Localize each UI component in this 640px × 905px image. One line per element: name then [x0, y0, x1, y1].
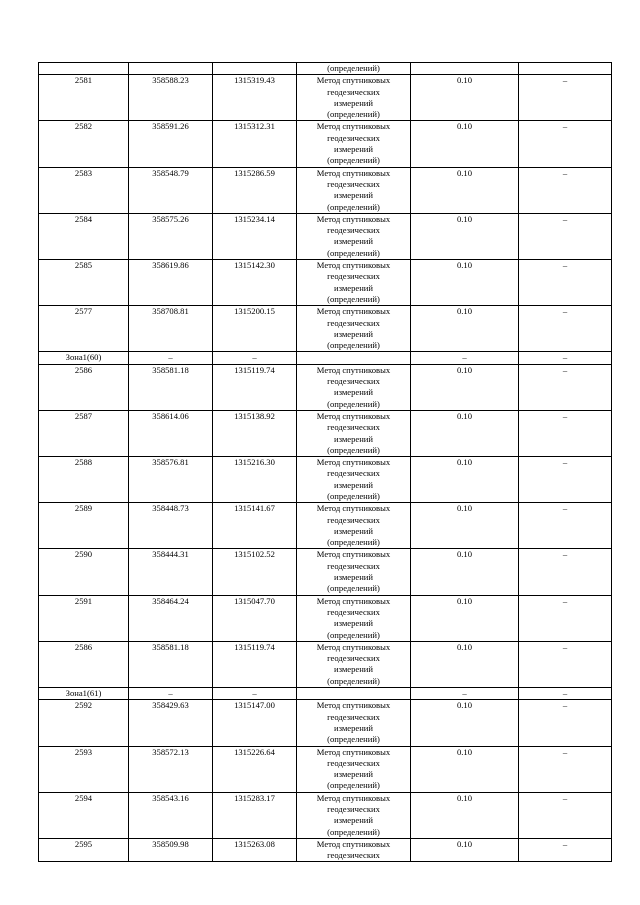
zone-dash: – [411, 352, 519, 364]
note-cell: – [519, 167, 612, 213]
method-line: Метод спутниковых [316, 213, 391, 224]
point-number: 2587 [39, 410, 129, 456]
method-line: геодезических [327, 422, 380, 433]
zone-dash: – [129, 688, 213, 700]
coordinate-x: 358588.23 [129, 75, 213, 121]
method-line: геодезических [327, 560, 380, 571]
accuracy-value: 0.10 [411, 260, 519, 306]
coordinate-x: 358619.86 [129, 260, 213, 306]
accuracy-value: 0.10 [411, 213, 519, 259]
point-number: 2589 [39, 503, 129, 549]
method-line: (определений) [327, 537, 380, 548]
coordinate-y: 1315263.08 [213, 838, 297, 862]
method-line: измерений [333, 190, 374, 201]
method-line: Метод спутниковых [316, 700, 391, 711]
coordinate-x: 358581.18 [129, 364, 213, 410]
method-line: (определений) [327, 675, 380, 686]
point-number: 2593 [39, 746, 129, 792]
point-number: 2585 [39, 260, 129, 306]
note-cell: – [519, 792, 612, 838]
method-line: (определений) [327, 109, 380, 120]
coordinate-y: 1315141.67 [213, 503, 297, 549]
method-line: геодезических [327, 132, 380, 143]
method-cell [297, 595, 411, 641]
method-line: измерений [333, 722, 374, 733]
table-row [39, 700, 612, 746]
table-row [39, 457, 612, 503]
coordinate-x: 358448.73 [129, 503, 213, 549]
point-number: 2590 [39, 549, 129, 595]
accuracy-value: 0.10 [411, 549, 519, 595]
method-cell [297, 410, 411, 456]
accuracy-value: 0.10 [411, 700, 519, 746]
table-row [39, 595, 612, 641]
zone-dash: – [129, 352, 213, 364]
method-line: (определений) [327, 155, 380, 166]
note-cell: – [519, 700, 612, 746]
note-cell: – [519, 641, 612, 687]
method-line: измерений [333, 144, 374, 155]
table-row [39, 503, 612, 549]
method-line: Метод спутниковых [316, 364, 391, 375]
method-line: измерений [333, 525, 374, 536]
zone-label: Зона1(61) [39, 688, 129, 700]
method-line: (определений) [327, 247, 380, 258]
accuracy-value: 0.10 [411, 364, 519, 410]
method-line: (определений) [327, 490, 380, 501]
coordinate-y: 1315319.43 [213, 75, 297, 121]
method-line: (определений) [327, 583, 380, 594]
table-row [39, 75, 612, 121]
table-row [39, 167, 612, 213]
method-line: Метод спутниковых [316, 457, 391, 468]
method-line: геодезических [327, 606, 380, 617]
zone-dash [297, 352, 411, 364]
coordinate-y: 1315226.64 [213, 746, 297, 792]
table-row-partial [39, 63, 612, 75]
accuracy-value: 0.10 [411, 746, 519, 792]
method-line: Метод спутниковых [316, 410, 391, 421]
coordinate-x: 358572.13 [129, 746, 213, 792]
point-number: 2588 [39, 457, 129, 503]
method-cell [297, 306, 411, 352]
method-cell: (определений) [297, 63, 411, 75]
method-line: (определений) [327, 734, 380, 745]
coordinate-y: 1315047.70 [213, 595, 297, 641]
table-row [39, 641, 612, 687]
method-line: геодезических [327, 317, 380, 328]
coordinate-y: 1315119.74 [213, 641, 297, 687]
table-row [39, 121, 612, 167]
note-cell: – [519, 549, 612, 595]
coordinate-x: 358464.24 [129, 595, 213, 641]
zone-dash: – [519, 352, 612, 364]
table-row [39, 838, 612, 862]
method-line: измерений [333, 664, 374, 675]
zone-dash: – [519, 688, 612, 700]
method-line: (определений) [327, 826, 380, 837]
coordinate-y: 1315234.14 [213, 213, 297, 259]
coordinates-table-body [39, 63, 612, 862]
method-cell [297, 167, 411, 213]
method-line: Метод спутниковых [316, 260, 391, 271]
method-line: измерений [333, 433, 374, 444]
method-line: измерений [333, 618, 374, 629]
method-line: Метод спутниковых [316, 306, 391, 317]
point-number: 2581 [39, 75, 129, 121]
method-cell [297, 641, 411, 687]
coordinate-y: 1315312.31 [213, 121, 297, 167]
zone-row [39, 352, 612, 364]
note-cell: – [519, 121, 612, 167]
note-cell: – [519, 410, 612, 456]
point-number: 2586 [39, 641, 129, 687]
method-line: (определений) [327, 398, 380, 409]
coordinate-y: 1315119.74 [213, 364, 297, 410]
coordinate-x: 358614.06 [129, 410, 213, 456]
method-cell [297, 792, 411, 838]
accuracy-value: 0.10 [411, 306, 519, 352]
note-cell: – [519, 457, 612, 503]
method-line: измерений [333, 769, 374, 780]
point-number: 2577 [39, 306, 129, 352]
method-line: Метод спутниковых [316, 641, 391, 652]
coordinate-y: 1315147.00 [213, 700, 297, 746]
method-line: (определений) [327, 201, 380, 212]
method-line: геодезических [327, 86, 380, 97]
point-number: 2583 [39, 167, 129, 213]
method-line: измерений [333, 97, 374, 108]
coordinate-y: 1315138.92 [213, 410, 297, 456]
point-number: 2584 [39, 213, 129, 259]
table-row [39, 364, 612, 410]
method-line: Метод спутниковых [316, 746, 391, 757]
method-cell [297, 75, 411, 121]
note-cell: – [519, 306, 612, 352]
note-cell: – [519, 213, 612, 259]
method-cell [297, 121, 411, 167]
method-line: геодезических [327, 757, 380, 768]
method-line: Метод спутниковых [316, 549, 391, 560]
method-line: геодезических [327, 711, 380, 722]
method-line: Метод спутниковых [316, 121, 391, 132]
method-line: Метод спутниковых [316, 838, 391, 849]
coordinate-x: 358581.18 [129, 641, 213, 687]
coordinate-x: 358575.26 [129, 213, 213, 259]
method-line: измерений [333, 282, 374, 293]
point-number: 2591 [39, 595, 129, 641]
point-number: 2582 [39, 121, 129, 167]
coordinate-y: 1315286.59 [213, 167, 297, 213]
method-cell [297, 503, 411, 549]
coordinate-x: 358444.31 [129, 549, 213, 595]
zone-dash: – [411, 688, 519, 700]
note-cell: – [519, 838, 612, 862]
accuracy-value: 0.10 [411, 595, 519, 641]
method-line: Метод спутниковых [316, 595, 391, 606]
coordinate-x: 358509.98 [129, 838, 213, 862]
method-cell [297, 260, 411, 306]
coordinate-y: 1315216.30 [213, 457, 297, 503]
method-line: (определений) [327, 340, 380, 351]
coordinate-y: 1315283.17 [213, 792, 297, 838]
coordinate-y: 1315102.52 [213, 549, 297, 595]
note-cell: – [519, 746, 612, 792]
method-line: геодезических [327, 178, 380, 189]
zone-row [39, 688, 612, 700]
point-number: 2595 [39, 838, 129, 862]
zone-label: Зона1(60) [39, 352, 129, 364]
method-cell [297, 213, 411, 259]
coordinate-y: 1315142.30 [213, 260, 297, 306]
method-line: геодезических [327, 653, 380, 664]
note-cell: – [519, 75, 612, 121]
method-line: геодезических [327, 271, 380, 282]
coordinates-table [38, 62, 612, 862]
table-row [39, 260, 612, 306]
method-line: (определений) [327, 293, 380, 304]
method-cell [297, 549, 411, 595]
table-row [39, 410, 612, 456]
method-line: геодезических [327, 804, 380, 814]
coordinate-x: 358591.26 [129, 121, 213, 167]
coordinate-x: 358543.16 [129, 792, 213, 838]
accuracy-value: 0.10 [411, 792, 519, 838]
accuracy-value: 0.10 [411, 641, 519, 687]
method-cell [297, 700, 411, 746]
note-cell: – [519, 595, 612, 641]
note-cell: – [519, 260, 612, 306]
method-cell [297, 838, 411, 862]
accuracy-value: 0.10 [411, 121, 519, 167]
zone-dash [297, 688, 411, 700]
note-cell: – [519, 503, 612, 549]
point-number: 2594 [39, 792, 129, 838]
method-line: геодезических [327, 514, 380, 525]
table-row [39, 213, 612, 259]
coordinate-x: 358576.81 [129, 457, 213, 503]
coordinate-x: 358708.81 [129, 306, 213, 352]
method-line: (определений) [327, 780, 380, 791]
method-line: (определений) [327, 444, 380, 455]
method-line: Метод спутниковых [316, 792, 391, 803]
point-number: 2592 [39, 700, 129, 746]
method-line: измерений [333, 236, 374, 247]
accuracy-value: 0.10 [411, 410, 519, 456]
note-cell: – [519, 364, 612, 410]
method-line: измерений [333, 572, 374, 583]
accuracy-value: 0.10 [411, 838, 519, 862]
method-line: измерений [333, 815, 374, 826]
table-row [39, 746, 612, 792]
zone-dash: – [213, 352, 297, 364]
method-line: Метод спутниковых [316, 503, 391, 514]
table-row [39, 306, 612, 352]
method-cell [297, 364, 411, 410]
method-cell [297, 457, 411, 503]
method-line: (определений) [327, 629, 380, 640]
method-line: Метод спутниковых [316, 167, 391, 178]
method-line: Метод спутниковых [316, 75, 391, 86]
coordinate-y: 1315200.15 [213, 306, 297, 352]
accuracy-value: 0.10 [411, 503, 519, 549]
method-line: геодезических [327, 225, 380, 236]
point-number: 2586 [39, 364, 129, 410]
method-line: измерений [333, 479, 374, 490]
coordinate-x: 358548.79 [129, 167, 213, 213]
method-line: измерений [333, 387, 374, 398]
coordinate-x: 358429.63 [129, 700, 213, 746]
method-line: геодезических [327, 468, 380, 479]
method-line: геодезических [327, 376, 380, 387]
method-cell [297, 746, 411, 792]
accuracy-value: 0.10 [411, 167, 519, 213]
method-line: измерений [333, 328, 374, 339]
accuracy-value: 0.10 [411, 457, 519, 503]
table-row [39, 792, 612, 838]
method-line: геодезических [327, 850, 380, 861]
zone-dash: – [213, 688, 297, 700]
accuracy-value: 0.10 [411, 75, 519, 121]
table-row [39, 549, 612, 595]
